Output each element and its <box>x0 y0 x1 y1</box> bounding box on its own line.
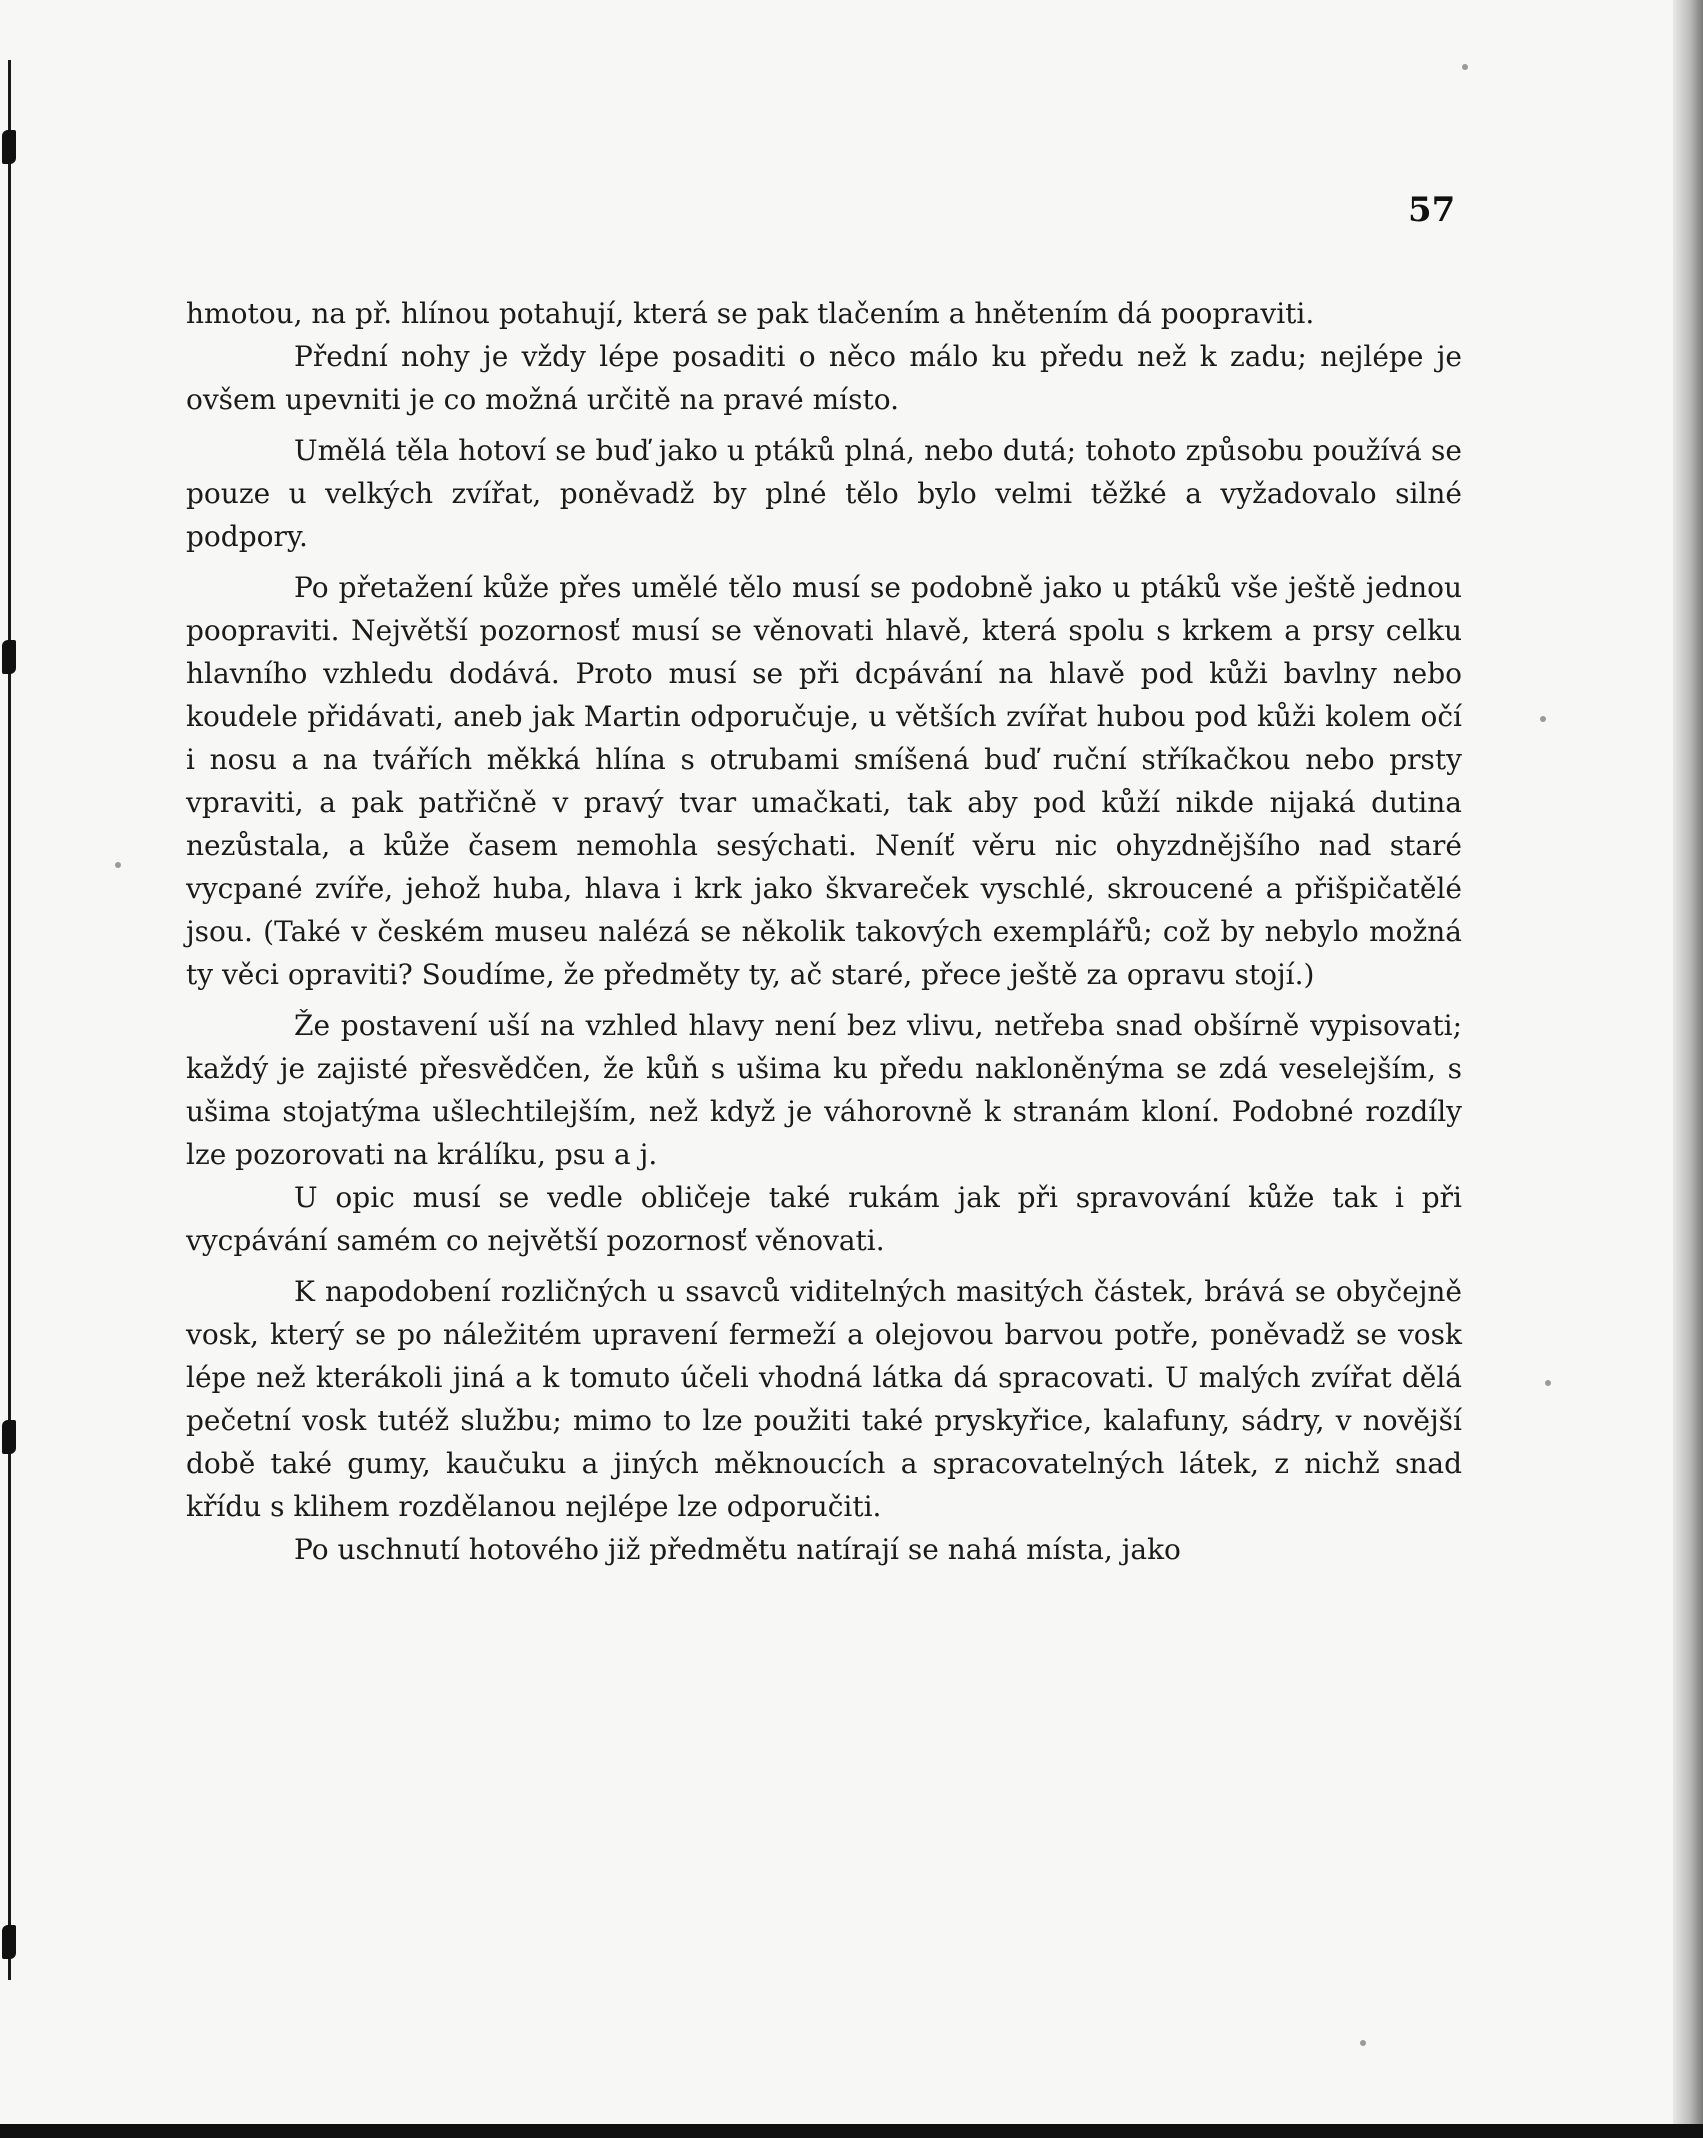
paper-speck <box>1540 716 1546 722</box>
scan-border <box>0 2124 1703 2138</box>
paper-speck <box>1545 1380 1551 1386</box>
paragraph: Po uschnutí hotového již předmětu natírají se nahá místa, jako <box>294 1533 1181 1566</box>
paragraph: Přední nohy je vždy lépe posaditi o něco málo ku předu než k zadu; nejlépe je ovšem upevniti je co možná určitě na pravé místo. <box>186 340 1462 416</box>
binding-edge <box>8 60 11 1980</box>
paper-speck <box>1360 2040 1366 2046</box>
binding-stitch-mark <box>2 1420 16 1454</box>
page-edge-shadow <box>1673 0 1703 2138</box>
body-text <box>186 292 1462 1571</box>
paragraph: Že postavení uší na vzhled hlavy není bez vlivu, netřeba snad obšírně vypisovati; každý je zajisté přesvědčen, že kůň s ušima ku předu nakloněnýma se zdá veselejším, s ušima stojatýma ušlechtilejším, než když je váhorovně k stranám kloní. Podobné rozdíly lze pozorovati na králíku, psu a j. <box>186 1009 1462 1171</box>
paragraph: U opic musí se vedle obličeje také rukám jak při spravování kůže tak i při vycpávání samém co největší pozornosť věnovati. <box>186 1181 1462 1257</box>
paragraph: K napodobení rozličných u ssavců viditelných masitých částek, brává se obyčejně vosk, který se po náležitém upravení fermeží a olejovou barvou potře, poněvadž se vosk lépe než kterákoli jiná a k tomuto účeli vhodná látka dá spracovati. U malých zvířat dělá pečetní vosk tutéž službu; mimo to lze použiti také pryskyřice, kalafuny, sádry, v novější době také gumy, kaučuku a jiných měknoucích a spracovatelných látek, z nichž snad křídu s klihem rozdělanou nejlépe lze odporučiti. <box>186 1275 1462 1523</box>
binding-stitch-mark <box>2 130 16 164</box>
paper-speck <box>115 862 121 868</box>
binding-stitch-mark <box>2 1925 16 1959</box>
page-number: 57 <box>1408 190 1456 230</box>
paper-speck <box>1462 64 1468 70</box>
binding-stitch-mark <box>2 640 16 674</box>
paragraph: Umělá těla hotoví se buď jako u ptáků plná, nebo dutá; tohoto způsobu používá se pouze u velkých zvířat, poněvadž by plné tělo bylo velmi těžké a vyžadovalo silné podpory. <box>186 434 1462 553</box>
paragraph: hmotou, na př. hlínou potahují, která se pak tlačením a hnětením dá poopraviti. <box>186 297 1315 330</box>
paragraph: Po přetažení kůže přes umělé tělo musí se podobně jako u ptáků vše ještě jednou poopraviti. Největší pozornosť musí se věnovati hlavě, která spolu s krkem a prsy celku hlavního vzhledu dodává. Proto musí se při dcpávání na hlavě pod kůži bavlny nebo koudele přidávati, aneb jak Martin odporučuje, u větších zvířat hubou pod kůži kolem očí i nosu a na tvářích měkká hlína s otrubami smíšená buď ruční stříkačkou nebo prsty vpraviti, a pak patřičně v pravý tvar umačkati, tak aby pod kůží nikde nijaká dutina nezůstala, a kůže časem nemohla sesýchati. Neníť věru nic ohyzdnějšího nad staré vycpané zvíře, jehož huba, hlava i krk jako škvareček vyschlé, skroucené a přišpičatělé jsou. (Také v českém museu nalézá se několik takových exemplářů; což by nebylo možná ty věci opraviti? Soudíme, že předměty ty, ač staré, přece ještě za opravu stojí.) <box>186 571 1462 991</box>
